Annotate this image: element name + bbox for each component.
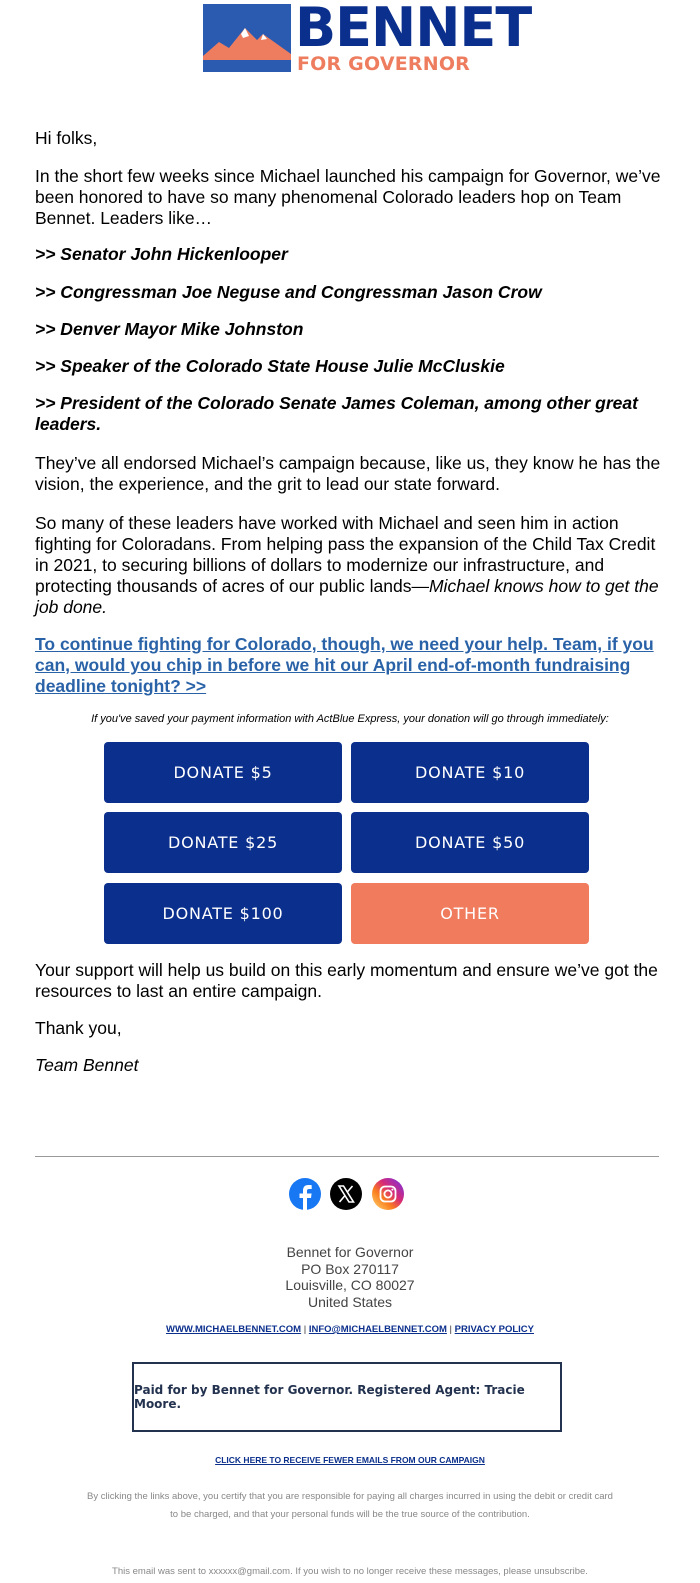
- contribution-disclaimer: By clicking the links above, you certify that you are responsible for paying all charges incurred in using the debit or credit card to be charged, and that your personal funds will be the true source of the contribution.: [87, 1491, 613, 1520]
- support-paragraph: Your support will help us build on this early momentum and ensure we’ve got the resources to last an entire campaign.: [35, 960, 658, 1001]
- donate-100-button[interactable]: DONATE $100: [104, 883, 342, 944]
- donate-other-button[interactable]: OTHER: [351, 883, 589, 944]
- signature: Team Bennet: [35, 1055, 139, 1075]
- sent-to-notice: This email was sent to xxxxxx@gmail.com. If you wish to no longer receive these messages, please unsubscribe.: [112, 1566, 588, 1577]
- donate-25-button[interactable]: DONATE $25: [104, 812, 342, 873]
- endorse-paragraph: They’ve all endorsed Michael’s campaign because, like us, they know he has the vision, the experience, and the grit to lead our state forward.: [35, 453, 661, 494]
- fewer-emails-link[interactable]: CLICK HERE TO RECEIVE FEWER EMAILS FROM OUR CAMPAIGN: [215, 1455, 485, 1465]
- colorado-mountain-logo-icon: [203, 4, 291, 72]
- footer-divider: [35, 1156, 659, 1157]
- record-text: So many of these leaders have worked with Michael and seen him in action fighting for Coloradans. From helping pass the expansion of the Child Tax Credit in 2021, to securing billions of dollars to modernize our infrastructure, and protecting thousands of acres of our public lands—: [35, 513, 656, 596]
- address-line: PO Box 270117: [301, 1260, 399, 1277]
- email-link[interactable]: INFO@MICHAELBENNET.COM: [308, 1324, 447, 1335]
- thanks-text: Thank you,: [35, 1018, 122, 1038]
- address-line: United States: [307, 1293, 393, 1310]
- instagram-icon[interactable]: [371, 1177, 405, 1211]
- address-line: Louisville, CO 80027: [285, 1277, 415, 1293]
- greeting: Hi folks,: [35, 128, 98, 148]
- actblue-express-note: If you've saved your payment information with ActBlue Express, your donation will go through immediately:: [91, 713, 609, 725]
- leader-item: >> President of the Colorado Senate James Coleman, among other great leaders.: [35, 393, 638, 434]
- logo-tagline: FOR GOVERNOR: [297, 53, 471, 75]
- address-line: Bennet for Governor: [286, 1244, 414, 1260]
- donate-5-button[interactable]: DONATE $5: [104, 742, 342, 803]
- record-paragraph: [35, 513, 665, 618]
- leader-item: >> Congressman Joe Neguse and Congressman Jason Crow: [35, 282, 542, 302]
- leader-item: >> Denver Mayor Mike Johnston: [35, 319, 304, 339]
- privacy-policy-link[interactable]: PRIVACY POLICY: [454, 1324, 534, 1335]
- donate-cta-link[interactable]: To continue fighting for Colorado, though, we need your help. Team, if you can, would you chip in before we hit our April end-of-month fundraising deadline tonight? >>: [35, 634, 654, 696]
- record-italic: Michael knows how to get the job done.: [35, 576, 659, 617]
- donate-10-button[interactable]: DONATE $10: [351, 742, 589, 803]
- mailing-address: [0, 1244, 700, 1310]
- logo-wordmark: BENNET: [295, 0, 532, 59]
- link-separator: |: [303, 1324, 307, 1335]
- x-icon[interactable]: [329, 1177, 363, 1211]
- intro-paragraph: In the short few weeks since Michael launched his campaign for Governor, we’ve been honored to have so many phenomenal Colorado leaders hop on Team Bennet. Leaders like…: [35, 166, 661, 228]
- footer-links: [0, 1324, 700, 1335]
- leader-item: >> Speaker of the Colorado State House Julie McCluskie: [35, 356, 505, 376]
- campaign-logo: [203, 0, 532, 76]
- leader-item: >> Senator John Hickenlooper: [35, 244, 288, 264]
- donate-50-button[interactable]: DONATE $50: [351, 812, 589, 873]
- paid-for-box: Paid for by Bennet for Governor. Registered Agent: Tracie Moore.: [132, 1362, 562, 1432]
- website-link[interactable]: WWW.MICHAELBENNET.COM: [165, 1324, 302, 1335]
- link-separator: |: [449, 1324, 452, 1335]
- facebook-icon[interactable]: [288, 1177, 322, 1211]
